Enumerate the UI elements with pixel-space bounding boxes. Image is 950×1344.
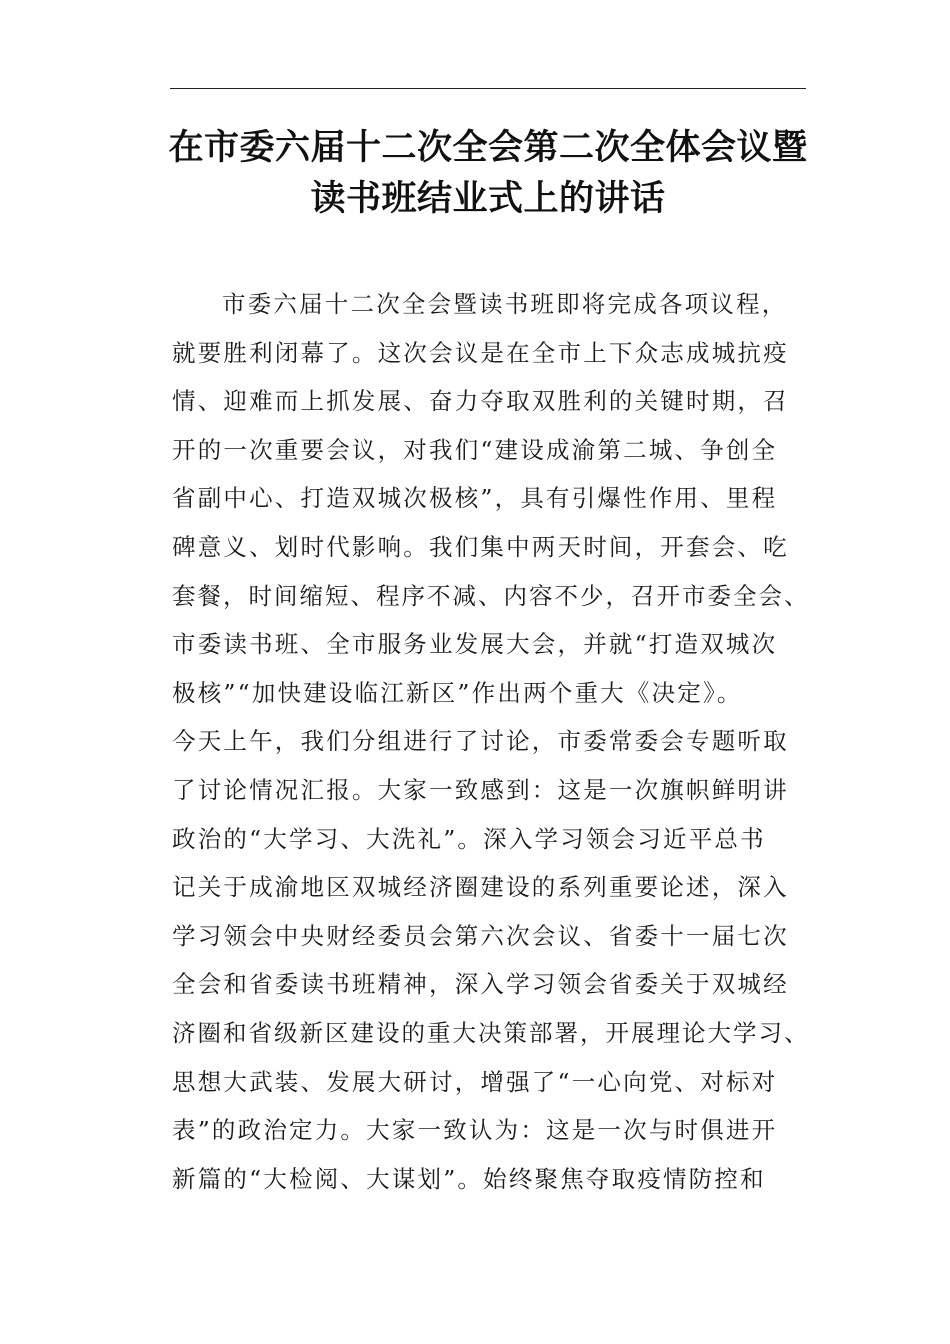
body-line: 开的一次重要会议，对我们“建设成渝第二城、争创全 xyxy=(172,435,778,464)
body-line: 碑意义、划时代影响。我们集中两天时间，开套会、吃 xyxy=(172,532,789,561)
document-body xyxy=(172,280,812,1203)
body-line: 济圈和省级新区建设的重大决策部署，开展理论大学习、 xyxy=(172,1018,810,1047)
title-line-2: 读书班结业式上的讲话 xyxy=(310,178,666,219)
body-line: 今天上午，我们分组进行了讨论，市委常委会专题听取 xyxy=(172,727,789,756)
body-line: 就要胜利闭幕了。这次会议是在全市上下众志成城抗疫 xyxy=(172,338,789,367)
body-line: 学习领会中央财经委员会第六次会议、省委十一届七次 xyxy=(172,921,789,950)
body-line: 思想大武装、发展大研讨，增强了“一心向党、对标对 xyxy=(172,1067,778,1096)
header-rule xyxy=(170,88,806,89)
body-line: 省副中心、打造双城次极核”，具有引爆性作用、里程 xyxy=(172,484,778,513)
body-line: 极核”“加快建设临江新区”作出两个重大《决定》。 xyxy=(172,678,743,707)
body-line: 政治的“大学习、大洗礼”。深入学习领会习近平总书 xyxy=(172,824,766,853)
body-line: 表”的政治定力。大家一致认为：这是一次与时俱进开 xyxy=(172,1116,778,1145)
body-line: 市委读书班、全市服务业发展大会，并就“打造双城次 xyxy=(172,630,778,659)
title-line-1: 在市委六届十二次全会第二次全体会议暨 xyxy=(168,127,808,168)
body-line: 市委六届十二次全会暨读书班即将完成各项议程， xyxy=(222,290,788,318)
body-line: 全会和省委读书班精神，深入学习领会省委关于双城经 xyxy=(172,970,789,999)
body-line: 套餐，时间缩短、程序不减、内容不少，召开市委全会、 xyxy=(172,581,810,610)
body-line: 了讨论情况汇报。大家一致感到：这是一次旗帜鲜明讲 xyxy=(172,775,789,804)
body-line: 新篇的“大检阅、大谋划”。始终聚焦夺取疫情防控和 xyxy=(172,1164,766,1193)
body-line: 记关于成渝地区双城经济圈建设的系列重要论述，深入 xyxy=(172,873,789,902)
body-line: 情、迎难而上抓发展、奋力夺取双胜利的关键时期，召 xyxy=(172,387,789,416)
document-title xyxy=(160,122,816,224)
